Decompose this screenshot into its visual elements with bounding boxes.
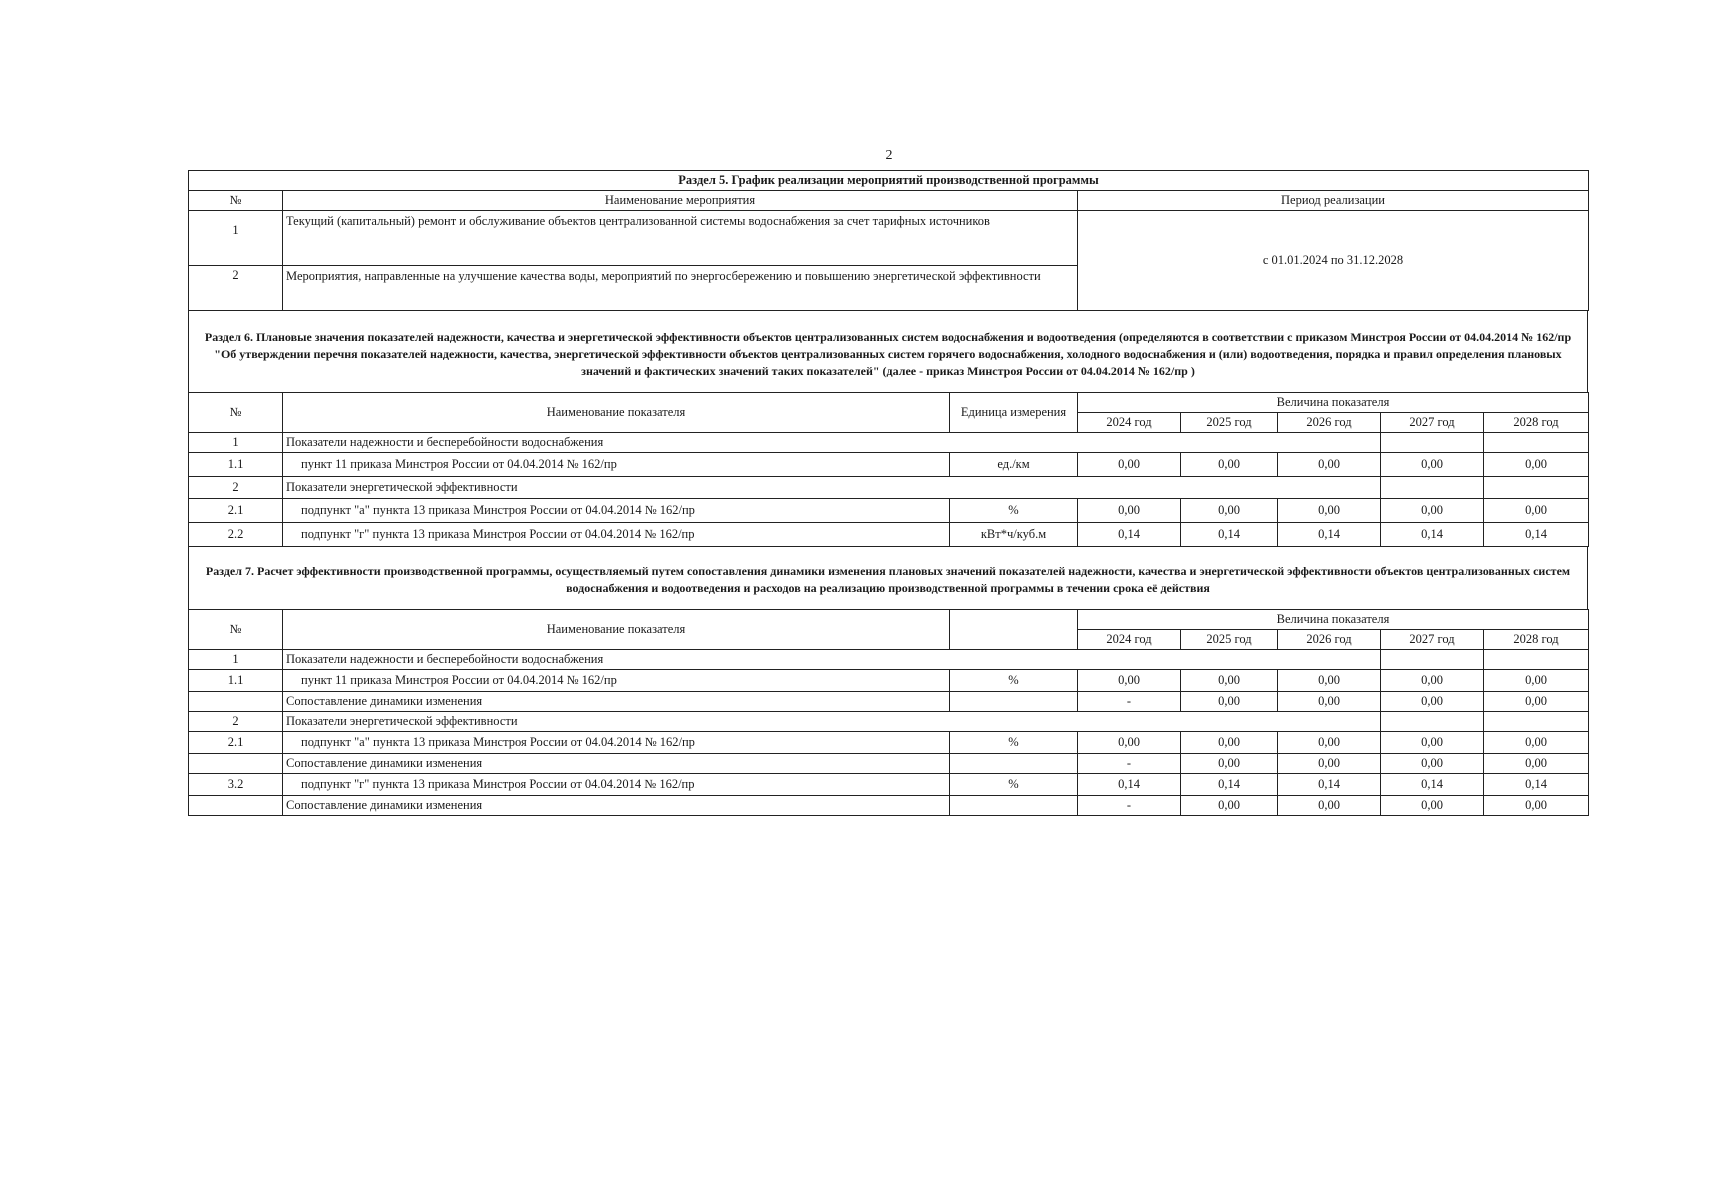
section5-period-value: с 01.01.2024 по 31.12.2028 — [1078, 211, 1589, 311]
row-value: 0,00 — [1381, 670, 1484, 692]
section5-table — [188, 170, 1589, 311]
row-value: 0,00 — [1181, 453, 1278, 477]
row-num: 1.1 — [189, 670, 283, 692]
row-name: подпункт "а" пункта 13 приказа Минстроя России от 04.04.2014 № 162/пр — [283, 732, 950, 754]
row-name: подпункт "г" пункта 13 приказа Минстроя России от 04.04.2014 № 162/пр — [283, 523, 950, 547]
section5-header-num: № — [189, 191, 283, 211]
table-row — [189, 712, 1589, 732]
row-unit — [950, 692, 1078, 712]
row-value: 0,00 — [1381, 796, 1484, 816]
row-value: 0,00 — [1484, 732, 1589, 754]
year-header: 2024 год — [1078, 630, 1181, 650]
row-value: 0,00 — [1381, 732, 1484, 754]
row-value: 0,00 — [1484, 453, 1589, 477]
row-num: 2 — [189, 712, 283, 732]
year-header: 2026 год — [1278, 413, 1381, 433]
section5-header-period: Период реализации — [1078, 191, 1589, 211]
table-row — [189, 754, 1589, 774]
row-value: 0,00 — [1181, 754, 1278, 774]
row-num: 1.1 — [189, 453, 283, 477]
row-value: 0,00 — [1381, 499, 1484, 523]
row-num: 2 — [189, 266, 283, 311]
year-header: 2027 год — [1381, 630, 1484, 650]
table-row — [189, 692, 1589, 712]
row-unit: кВт*ч/куб.м — [950, 523, 1078, 547]
year-header: 2027 год — [1381, 413, 1484, 433]
year-header: 2024 год — [1078, 413, 1181, 433]
row-name: пункт 11 приказа Минстроя России от 04.04.2014 № 162/пр — [283, 670, 950, 692]
row-value: 0,14 — [1181, 774, 1278, 796]
row-name: Показатели энергетической эффективности — [283, 712, 1381, 732]
row-value: 0,00 — [1181, 670, 1278, 692]
row-value: 0,00 — [1181, 692, 1278, 712]
row-name: Мероприятия, направленные на улучшение качества воды, мероприятий по энергосбережению и повышению энергетической эффективности — [283, 266, 1078, 311]
year-header: 2028 год — [1484, 413, 1589, 433]
document-body — [188, 170, 1588, 816]
row-num: 1 — [189, 433, 283, 453]
row-value: 0,00 — [1278, 453, 1381, 477]
row-value: 0,00 — [1078, 670, 1181, 692]
row-name: подпункт "а" пункта 13 приказа Минстроя России от 04.04.2014 № 162/пр — [283, 499, 950, 523]
page-number: 2 — [885, 148, 893, 163]
year-header: 2026 год — [1278, 630, 1381, 650]
row-value: - — [1078, 796, 1181, 816]
row-value: 0,14 — [1278, 774, 1381, 796]
row-value: 0,00 — [1181, 732, 1278, 754]
row-name: Показатели энергетической эффективности — [283, 477, 1381, 499]
row-num: 2.1 — [189, 732, 283, 754]
row-value: 0,00 — [1078, 732, 1181, 754]
section6-header-value: Величина показателя — [1078, 393, 1589, 413]
section6-header-name: Наименование показателя — [283, 393, 950, 433]
year-header: 2028 год — [1484, 630, 1589, 650]
row-value: 0,00 — [1078, 499, 1181, 523]
year-header: 2025 год — [1181, 413, 1278, 433]
table-row — [189, 774, 1589, 796]
row-num: 2 — [189, 477, 283, 499]
row-value: 0,14 — [1078, 774, 1181, 796]
row-value: 0,00 — [1381, 453, 1484, 477]
row-unit — [950, 754, 1078, 774]
table-row — [189, 523, 1589, 547]
row-value: 0,00 — [1278, 754, 1381, 774]
table-row — [189, 433, 1589, 453]
row-unit: % — [950, 499, 1078, 523]
section6-header-num: № — [189, 393, 283, 433]
row-name: пункт 11 приказа Минстроя России от 04.04.2014 № 162/пр — [283, 453, 950, 477]
row-value: 0,00 — [1278, 670, 1381, 692]
table-row — [189, 650, 1589, 670]
section6-table — [188, 392, 1589, 547]
table-row — [189, 499, 1589, 523]
row-num — [189, 754, 283, 774]
row-value: 0,14 — [1278, 523, 1381, 547]
section7-header-unit — [950, 610, 1078, 650]
section7-title: Раздел 7. Расчет эффективности производственной программы, осуществляемый путем сопоставления динамики изменения плановых значений показателей надежности, качества и энергетической эффективности объектов централизованных систем водоснабжения и водоотведения и расходов на реализацию производственной программы в течении срока её действия — [188, 547, 1588, 609]
row-unit: % — [950, 670, 1078, 692]
row-num: 1 — [189, 650, 283, 670]
row-value: 0,00 — [1278, 732, 1381, 754]
row-value: 0,14 — [1484, 774, 1589, 796]
row-num: 3.2 — [189, 774, 283, 796]
row-value: 0,14 — [1484, 523, 1589, 547]
section7-table — [188, 609, 1589, 816]
row-value: 0,00 — [1484, 692, 1589, 712]
section6-title: Раздел 6. Плановые значения показателей надежности, качества и энергетической эффективности объектов централизованных систем водоснабжения и водоотведения (определяются в соответствии с приказом Минстроя России от 04.04.2014 № 162/пр "Об утверждении перечня показателей надежности, качества, энергетической эффективности объектов централизованных систем горячего водоснабжения, холодного водоснабжения и (или) водоотведения, порядка и правил определения плановых значений и фактических значений таких показателей" (далее - приказ Минстроя России от 04.04.2014 № 162/пр ) — [188, 311, 1588, 392]
row-value: 0,00 — [1484, 796, 1589, 816]
row-value: 0,00 — [1278, 796, 1381, 816]
table-row — [189, 453, 1589, 477]
section5-header-name: Наименование мероприятия — [283, 191, 1078, 211]
row-num: 2.1 — [189, 499, 283, 523]
row-name: Сопоставление динамики изменения — [283, 692, 950, 712]
section7-header-name: Наименование показателя — [283, 610, 950, 650]
year-header: 2025 год — [1181, 630, 1278, 650]
table-row — [189, 211, 1589, 266]
row-value: 0,00 — [1484, 499, 1589, 523]
row-value: 0,00 — [1484, 754, 1589, 774]
row-num — [189, 796, 283, 816]
row-num: 2.2 — [189, 523, 283, 547]
row-unit: ед./км — [950, 453, 1078, 477]
row-value: - — [1078, 754, 1181, 774]
row-unit: % — [950, 774, 1078, 796]
row-value: 0,14 — [1381, 774, 1484, 796]
row-name: подпункт "г" пункта 13 приказа Минстроя России от 04.04.2014 № 162/пр — [283, 774, 950, 796]
section7-header-num: № — [189, 610, 283, 650]
row-value: 0,00 — [1181, 499, 1278, 523]
row-value: 0,00 — [1078, 453, 1181, 477]
row-value: - — [1078, 692, 1181, 712]
row-value: 0,00 — [1278, 692, 1381, 712]
table-row — [189, 670, 1589, 692]
row-name: Сопоставление динамики изменения — [283, 796, 950, 816]
row-name: Показатели надежности и бесперебойности водоснабжения — [283, 650, 1381, 670]
row-unit — [950, 796, 1078, 816]
row-value: 0,00 — [1381, 754, 1484, 774]
row-name: Сопоставление динамики изменения — [283, 754, 950, 774]
section5-title: Раздел 5. График реализации мероприятий производственной программы — [189, 171, 1589, 191]
table-row — [189, 796, 1589, 816]
row-value: 0,14 — [1381, 523, 1484, 547]
row-name: Текущий (капитальный) ремонт и обслуживание объектов централизованной системы водоснабжения за счет тарифных источников — [283, 211, 1078, 266]
row-name: Показатели надежности и бесперебойности водоснабжения — [283, 433, 1381, 453]
row-num — [189, 692, 283, 712]
row-value: 0,14 — [1181, 523, 1278, 547]
row-value: 0,00 — [1381, 692, 1484, 712]
section6-header-unit: Единица измерения — [950, 393, 1078, 433]
row-value: 0,00 — [1181, 796, 1278, 816]
row-num: 1 — [189, 211, 283, 266]
row-value: 0,14 — [1078, 523, 1181, 547]
row-value: 0,00 — [1484, 670, 1589, 692]
table-row — [189, 477, 1589, 499]
row-value: 0,00 — [1278, 499, 1381, 523]
table-row — [189, 732, 1589, 754]
row-unit: % — [950, 732, 1078, 754]
section7-header-value: Величина показателя — [1078, 610, 1589, 630]
